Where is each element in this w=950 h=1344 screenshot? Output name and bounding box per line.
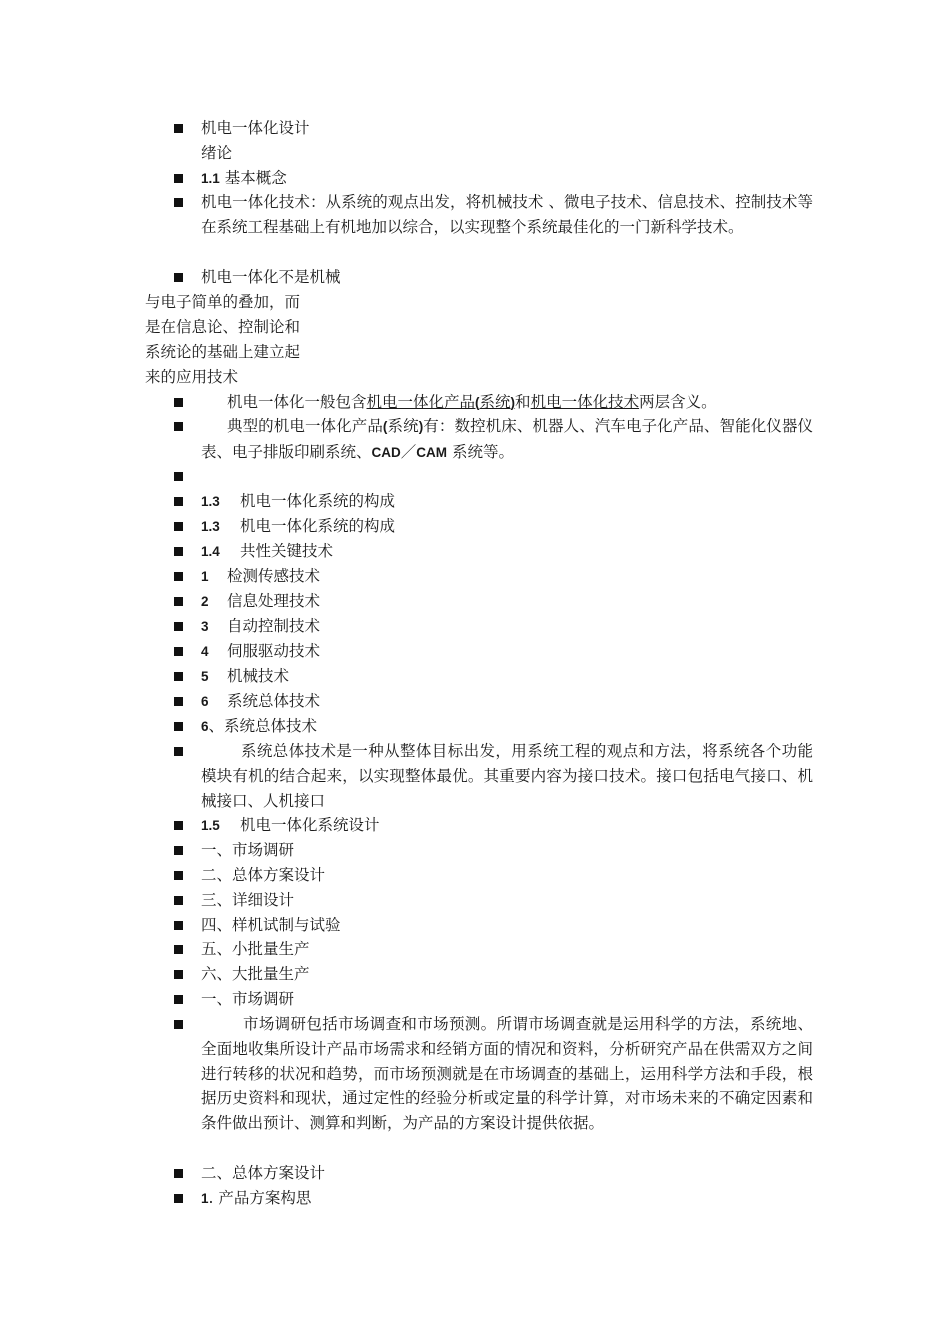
item-text: 机电一体化系统的构成 bbox=[240, 492, 396, 510]
section-number: 1.3 bbox=[201, 519, 220, 534]
item-text: 四、样机试制与试验 bbox=[201, 916, 341, 934]
item-text: 机电一体化系统的构成 bbox=[240, 517, 396, 535]
item-number: 6 bbox=[201, 694, 209, 709]
square-bullet-icon bbox=[174, 747, 183, 756]
text-fragment: 系统论的基础上建立起 bbox=[145, 343, 301, 361]
square-bullet-icon bbox=[174, 921, 183, 930]
section-number: 1.3 bbox=[201, 494, 220, 509]
item-text: 系统总体技术是一种从整体目标出发，用系统工程的观点和方法，将系统各个功能模块有机的结合起来，以实现整体最优。其重要内容为接口技术。接口包括电气接口、机械接口、人机接口 bbox=[201, 742, 813, 810]
item-number: 6 bbox=[201, 719, 209, 734]
list-item bbox=[201, 514, 813, 540]
item-number: 2 bbox=[201, 594, 209, 609]
item-text: 检测传感技术 bbox=[227, 567, 321, 585]
list-item bbox=[201, 664, 813, 690]
item-text: 机械技术 bbox=[227, 667, 290, 685]
item-number: 5 bbox=[201, 669, 209, 684]
item-text: 、系统总体技术 bbox=[208, 717, 318, 735]
item-number: 1 bbox=[201, 1191, 209, 1206]
item-text: 机电一体化不是机械 bbox=[201, 268, 341, 286]
item-text: 自动控制技术 bbox=[227, 617, 321, 635]
square-bullet-icon bbox=[174, 995, 183, 1004]
square-bullet-icon bbox=[174, 672, 183, 681]
item-number: 1 bbox=[201, 569, 209, 584]
list-item bbox=[201, 962, 813, 987]
list-item bbox=[201, 265, 813, 290]
square-bullet-icon bbox=[174, 174, 183, 183]
list-item bbox=[201, 1012, 813, 1136]
list-item bbox=[201, 813, 813, 839]
square-bullet-icon bbox=[174, 1169, 183, 1178]
item-text: 六、大批量生产 bbox=[201, 965, 310, 983]
list-item bbox=[201, 913, 813, 938]
square-bullet-icon bbox=[174, 647, 183, 656]
list-item bbox=[201, 639, 813, 665]
square-bullet-icon bbox=[174, 472, 183, 481]
square-bullet-icon bbox=[174, 398, 183, 407]
list-item bbox=[201, 937, 813, 962]
list-item bbox=[201, 888, 813, 913]
underlined-term: 机电一体化产品 bbox=[366, 393, 476, 411]
list-item bbox=[201, 190, 813, 240]
item-text: 基本概念 bbox=[219, 169, 287, 187]
list-item bbox=[201, 539, 813, 565]
item-text: 二、总体方案设计 bbox=[201, 1164, 326, 1182]
list-item bbox=[201, 589, 813, 615]
square-bullet-icon bbox=[174, 697, 183, 706]
square-bullet-icon bbox=[174, 622, 183, 631]
item-text: 机电一体化技术：从系统的观点出发，将机械技术 、微电子技术、信息技术、控制技术等在系统工程基础上有机地加以综合，以实现整个系统最佳化的一门新科学技术。 bbox=[201, 193, 813, 236]
list-item bbox=[201, 614, 813, 640]
item-text: 信息处理技术 bbox=[227, 592, 321, 610]
item-text: 五、小批量生产 bbox=[201, 940, 310, 958]
square-bullet-icon bbox=[174, 945, 183, 954]
square-bullet-icon bbox=[174, 1020, 183, 1029]
square-bullet-icon bbox=[174, 124, 183, 133]
square-bullet-icon bbox=[174, 846, 183, 855]
square-bullet-icon bbox=[174, 1194, 183, 1203]
square-bullet-icon bbox=[174, 547, 183, 556]
item-text: 一、市场调研 bbox=[201, 990, 295, 1008]
list-item: 机电一体化一般包含机电一体化产品(系统)和机电一体化技术两层含义。 bbox=[201, 390, 813, 416]
item-text: 伺服驱动技术 bbox=[227, 642, 321, 660]
square-bullet-icon bbox=[174, 871, 183, 880]
list-item: 典型的机电一体化产品(系统)有：数控机床、机器人、汽车电子化产品、智能化仪器仪表、电子排版印刷系统、CAD／CAM 系统等。 bbox=[201, 414, 813, 466]
list-item bbox=[201, 739, 813, 813]
square-bullet-icon bbox=[174, 522, 183, 531]
square-bullet-icon bbox=[174, 572, 183, 581]
list-item bbox=[201, 564, 813, 590]
item-text: 共性关键技术 bbox=[240, 542, 334, 560]
list-item bbox=[201, 1186, 813, 1212]
item-text: 系统总体技术 bbox=[227, 692, 321, 710]
list-item bbox=[201, 838, 813, 863]
list-item bbox=[201, 863, 813, 888]
square-bullet-icon bbox=[174, 896, 183, 905]
square-bullet-icon bbox=[174, 722, 183, 731]
square-bullet-icon bbox=[174, 273, 183, 282]
list-item bbox=[201, 166, 813, 192]
text-fragment: 是在信息论、控制论和 bbox=[145, 318, 301, 336]
list-item bbox=[201, 1161, 813, 1186]
item-number: 3 bbox=[201, 619, 209, 634]
item-text: 二、总体方案设计 bbox=[201, 866, 326, 884]
section-number: 1.1 bbox=[201, 171, 220, 186]
square-bullet-icon bbox=[174, 497, 183, 506]
heading-intro: 绪论 bbox=[201, 144, 233, 162]
item-text: 三、详细设计 bbox=[201, 891, 295, 909]
section-number: 1.4 bbox=[201, 544, 220, 559]
item-number: 4 bbox=[201, 644, 209, 659]
list-item bbox=[201, 489, 813, 515]
square-bullet-icon bbox=[174, 970, 183, 979]
square-bullet-icon bbox=[174, 821, 183, 830]
text-fragment: 来的应用技术 bbox=[145, 368, 239, 386]
item-text: 市场调研包括市场调查和市场预测。所谓市场调查就是运用科学的方法，系统地、全面地收集所设计产品市场需求和经销方面的情况和资料，分析研究产品在供需双方之间进行转移的状况和趋势，而市场预测就是在市场调查的基础上，运用科学方法和手段，根据历史资料和现状，通过定性的经验分析或定量的科学计算，对市场未来的不确定因素和条件做出预计、测算和判断，为产品的方案设计提供依据。 bbox=[201, 1015, 813, 1133]
square-bullet-icon bbox=[174, 198, 183, 207]
list-item bbox=[201, 987, 813, 1012]
list-item bbox=[201, 116, 813, 141]
section-number: 1.5 bbox=[201, 818, 220, 833]
item-text: 机电一体化设计 bbox=[201, 119, 310, 137]
text-fragment: 与电子简单的叠加，而 bbox=[145, 293, 301, 311]
square-bullet-icon bbox=[174, 422, 183, 431]
list-item bbox=[201, 714, 813, 740]
list-item bbox=[201, 689, 813, 715]
square-bullet-icon bbox=[174, 597, 183, 606]
item-text: 一、市场调研 bbox=[201, 841, 295, 859]
item-text: . 产品方案构思 bbox=[208, 1189, 312, 1207]
underlined-term: 机电一体化技术 bbox=[530, 393, 640, 411]
item-text: 机电一体化系统设计 bbox=[240, 816, 380, 834]
